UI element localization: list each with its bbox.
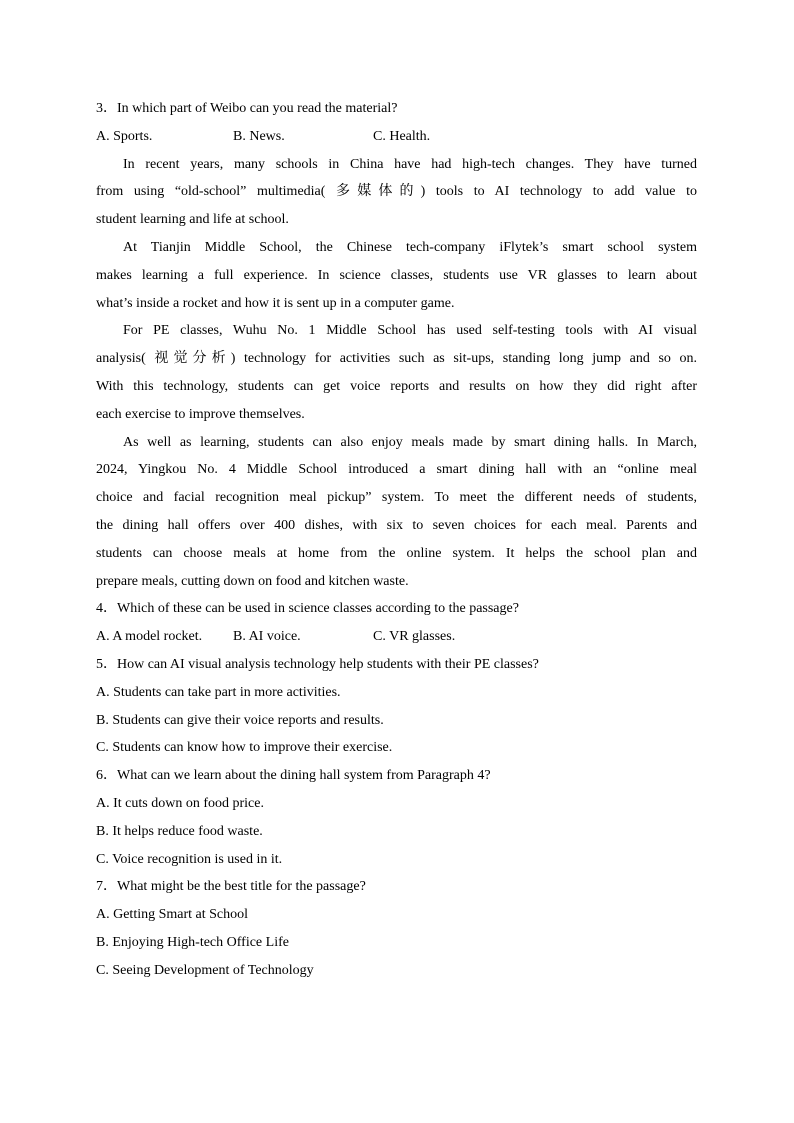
q5-option-b: B. Students can give their voice reports and results. [96,712,384,728]
p4-line: the dining hall offers over 400 dishes, with six to seven choices for each meal. Parents and [96,517,697,533]
q4-option-a: A. A model rocket. [96,629,203,645]
q6-option-a: A. It cuts down on food price. [96,795,264,811]
passage-paragraph-4 [96,429,697,596]
question-7-stem: 7．What might be the best title for the passage? [96,879,366,895]
q4-option-c: C. VR glasses. [373,629,456,645]
p4-line: prepare meals, cutting down on food and kitchen waste. [96,573,409,589]
q7-option-b: B. Enjoying High-tech Office Life [96,934,289,950]
q5-option-c: C. Students can know how to improve their exercise. [96,740,393,756]
p1-line: from using “old-school” multimedia( 多媒体的) tools to AI technology to add value to [96,184,697,200]
question-3-options [96,123,697,151]
p2-line: makes learning a full experience. In science classes, students use VR glasses to learn about [96,267,697,283]
p3-line: analysis( 视觉分析) technology for activities such as sit-ups, standing long jump and so on. [96,351,697,367]
p3-line: For PE classes, Wuhu No. 1 Middle School has used self-testing tools with AI visual [123,323,697,339]
passage-paragraph-2 [96,234,697,317]
q4-option-b: B. AI voice. [233,629,301,645]
p3-line: With this technology, students can get voice reports and results on how they did right after [96,378,697,394]
q7-option-c: C. Seeing Development of Technology [96,962,314,978]
q5-option-a: A. Students can take part in more activities. [96,684,341,700]
p2-line: what’s inside a rocket and how it is sent up in a computer game. [96,295,455,311]
q6-option-b: B. It helps reduce food waste. [96,823,263,839]
question-3-stem: 3．In which part of Weibo can you read the material? [96,101,398,116]
p3-line: each exercise to improve themselves. [96,406,305,422]
p4-line: choice and facial recognition meal pickup” system. To meet the different needs of students, [96,490,697,506]
question-5-stem: 5．How can AI visual analysis technology help students with their PE classes? [96,656,539,672]
q6-option-c: C. Voice recognition is used in it. [96,851,283,867]
question-4-options [96,623,697,651]
passage-paragraph-1 [96,151,697,234]
p2-line: At Tianjin Middle School, the Chinese tech-company iFlytek’s smart school system [123,239,697,255]
p4-line: 2024, Yingkou No. 4 Middle School introduced a smart dining hall with an “online meal [96,462,697,478]
q3-option-a: A. Sports. [96,128,153,144]
p1-line: student learning and life at school. [96,212,289,228]
passage-paragraph-3 [96,317,697,428]
q3-option-c: C. Health. [373,128,431,144]
question-6-stem: 6．What can we learn about the dining hall system from Paragraph 4? [96,768,491,784]
p4-line: students can choose meals at home from the online system. It helps the school plan and [96,545,697,561]
question-4-stem: 4．Which of these can be used in science classes according to the passage? [96,601,519,617]
q7-option-a: A. Getting Smart at School [96,907,249,923]
q3-option-b: B. News. [233,128,285,144]
p4-line: As well as learning, students can also enjoy meals made by smart dining halls. In March, [123,434,697,450]
document-content [96,95,697,985]
p1-line: In recent years, many schools in China have had high-tech changes. They have turned [123,156,697,172]
